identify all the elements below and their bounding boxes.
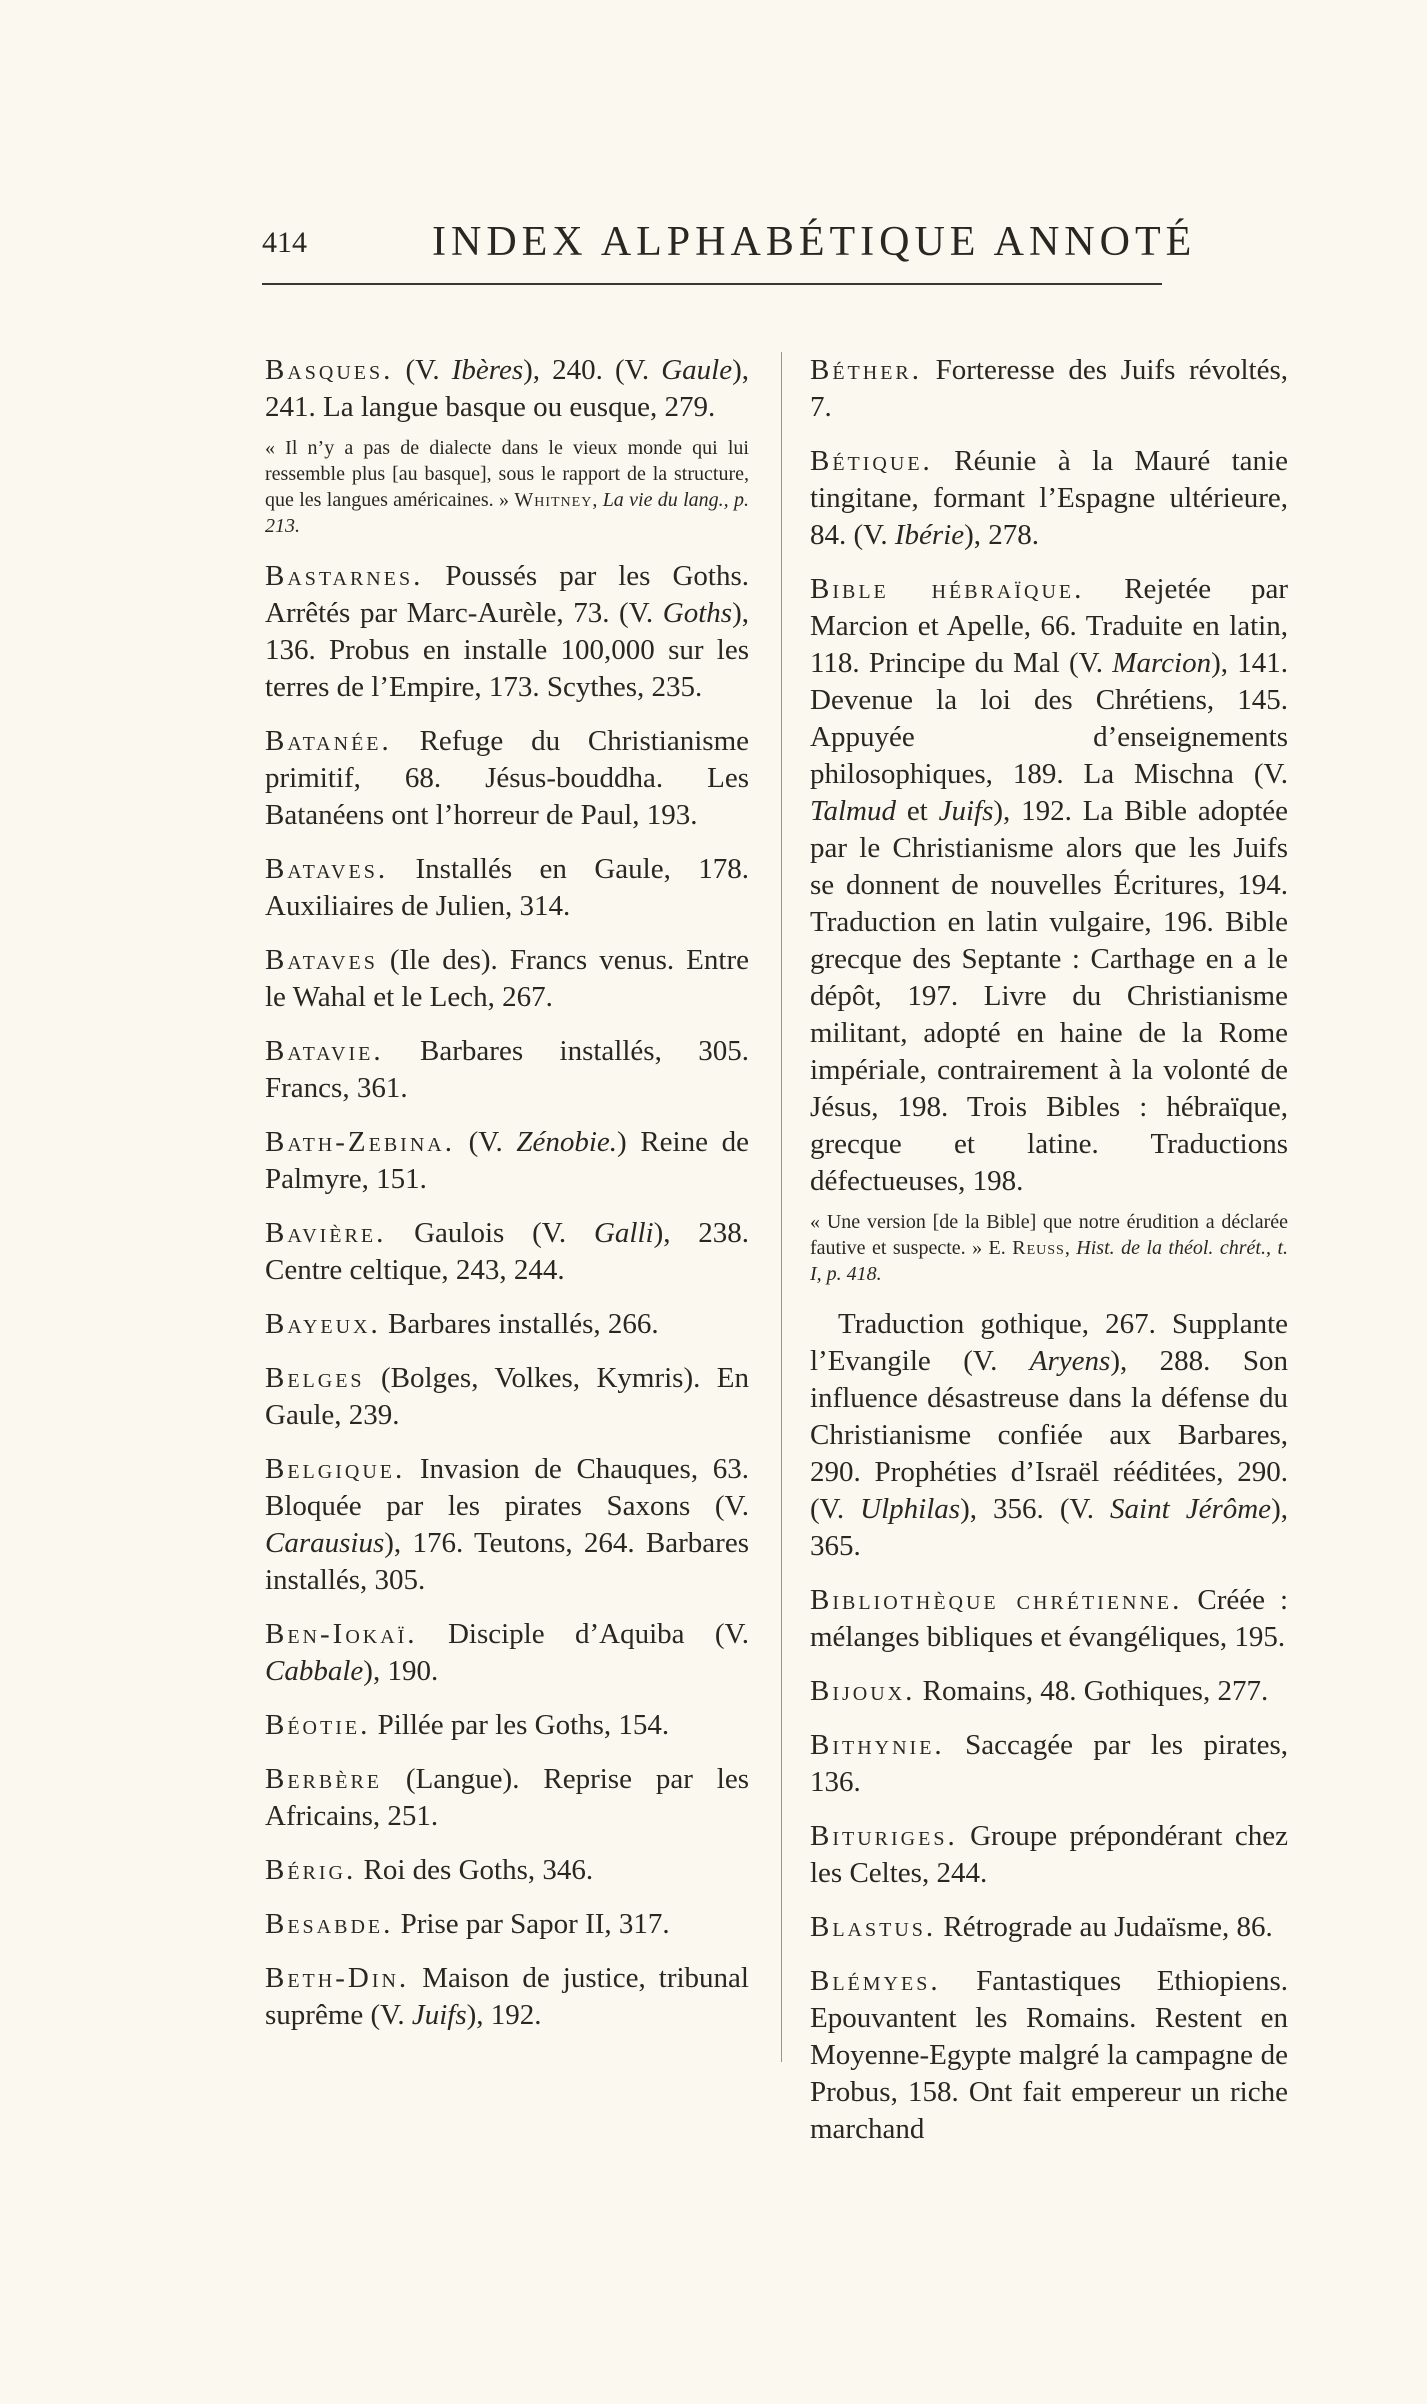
headword: Beth-Din. (265, 1962, 410, 1994)
entry-bible-continued (810, 1306, 1288, 1565)
cross-ref: Marcion (1112, 647, 1212, 679)
headword: Berbère (265, 1763, 383, 1795)
entry-text: Groupe prépondérant chez les Celtes, 244. (810, 1820, 1288, 1889)
entry-text: Réunie à la Mauré tanie tingitane, formant l’Espagne ultérieure, 84. (V. (810, 445, 1288, 551)
entry-text: Pillée par les Goths, 154. (370, 1709, 670, 1741)
entry-text: Saccagée par les pirates, 136. (810, 1729, 1288, 1798)
headword: Bayeux. (265, 1308, 381, 1340)
entry-text: Installés en Gaule, 178. Auxiliaires de Julien, 314. (265, 853, 749, 922)
entry-text: ), 136. Probus en installe 100,000 sur les terres de l’Empire, 173. Scythes, 235. (265, 597, 749, 703)
entry-bataves-ile (265, 942, 749, 1016)
entry-text: ), 192. La Bible adoptée par le Christianisme alors que les Juifs se donnent de nouvelles Écritures, 194. Traduction en latin vulgaire, 196. Bible grecque des Septante : Carthage en a le dépôt, 197. Livre du Christianisme militant, adopté en haine de la Rome impériale, contrairement à la volonté de Jésus, 198. Trois Bibles : hébraïque, grecque et latine. Traductions défectueuses, 198. (810, 795, 1288, 1197)
entry-text: Prise par Sapor II, 317. (393, 1908, 670, 1940)
cross-ref: Ibérie (894, 519, 965, 551)
entry-text: ), 365. (810, 1493, 1288, 1562)
entry-text: (Langue). Reprise par les Africains, 251. (265, 1763, 749, 1832)
entry-text: ), 288. Son influence désastreuse dans la défense du Christianisme confiée aux Barbares, 290. Prophéties d’Israël rééditées, 290. (V. (810, 1345, 1288, 1525)
column-divider (781, 352, 782, 2062)
entry-text: ), 278. (964, 519, 1040, 551)
headword: Bibliothèque chrétienne. (810, 1584, 1183, 1616)
entry-text: Rejetée par Marcion et Apelle, 66. Traduite en latin, 118. Principe du Mal (V. (810, 573, 1288, 679)
entry-bastarnes (265, 558, 749, 706)
quote-source: Hist. de la théol. chrét., t. I, p. 418. (810, 1237, 1288, 1285)
entry-text: ), 192. (466, 1999, 542, 2031)
headword: Blastus. (810, 1911, 937, 1943)
cross-ref: Cabbale (265, 1655, 364, 1687)
entry-baviere (265, 1215, 749, 1289)
page-title: INDEX ALPHABÉTIQUE ANNOTÉ (432, 219, 1197, 265)
headword: Béotie. (265, 1709, 371, 1741)
entry-text: Romains, 48. Gothiques, 277. (915, 1675, 1269, 1707)
entry-batanee (265, 723, 749, 834)
entry-text: ), 176. Teutons, 264. Barbares installés, 305. (265, 1527, 749, 1596)
entry-bijoux (810, 1673, 1288, 1710)
headword: Bétique. (810, 445, 933, 477)
cross-ref: Gaule (661, 354, 733, 386)
entry-belges (265, 1360, 749, 1434)
headword: Bastarnes. (265, 560, 424, 592)
quote-text: , (592, 489, 603, 511)
headword: Bath-Zebina. (265, 1126, 455, 1158)
quote-text: , (1064, 1237, 1077, 1259)
page-header (262, 218, 1197, 278)
entry-bituriges (810, 1818, 1288, 1892)
entry-blemyes (810, 1963, 1288, 2148)
headword: Batavie. (265, 1035, 384, 1067)
entry-text: Poussés par les Goths. Arrêtés par Marc-Aurèle, 73. (V. (265, 560, 749, 629)
headword: Bérig. (265, 1854, 357, 1886)
entry-bath-zebina (265, 1124, 749, 1198)
cross-ref: Talmud (810, 795, 896, 827)
headword: Belgique. (265, 1453, 406, 1485)
entry-bibliotheque (810, 1582, 1288, 1656)
entry-text: Rétrograde au Judaïsme, 86. (936, 1911, 1273, 1943)
cross-ref: Saint Jérôme (1110, 1493, 1272, 1525)
headword: Batanée. (265, 725, 392, 757)
entry-text: Créée : mélanges bibliques et évangéliques, 195. (810, 1584, 1289, 1653)
entry-text: ), 241. La langue basque ou eusque, 279. (265, 354, 749, 423)
entry-text: Traduction gothique, 267. Supplante l’Evangile (V. (810, 1308, 1288, 1377)
entry-beth-din (265, 1960, 749, 2034)
cross-ref: Carausius (265, 1527, 385, 1559)
entry-text: ), 238. Centre celtique, 243, 244. (265, 1217, 749, 1286)
entry-text: Fantastiques Ethiopiens. Epouvantent les Romains. Restent en Moyenne-Egypte malgré la campagne de Probus, 158. Ont fait empereur un riche marchand (810, 1965, 1288, 2145)
entry-bataves (265, 851, 749, 925)
headword: Belges (265, 1362, 365, 1394)
headword: Bataves. (265, 853, 389, 885)
entry-betique (810, 443, 1288, 554)
headword: Bituriges. (810, 1820, 958, 1852)
entry-text: (Ile des). Francs venus. Entre le Wahal et le Lech, 267. (265, 944, 749, 1013)
entry-ben-iokai (265, 1616, 749, 1690)
headword: Bataves (265, 944, 378, 976)
entry-besabde (265, 1906, 749, 1943)
entry-text: Maison de justice, tribunal suprême (V. (265, 1962, 749, 2031)
entry-text: ), 240. (V. (523, 354, 662, 386)
entry-text: Gaulois (V. (386, 1217, 594, 1249)
entry-bayeux (265, 1306, 749, 1343)
entry-bithynie (810, 1727, 1288, 1801)
headword: Bavière. (265, 1217, 387, 1249)
entry-text: Disciple d’Aquiba (V. (417, 1618, 749, 1650)
entry-text: Barbares installés, 305. Francs, 361. (265, 1035, 749, 1104)
entry-text: Roi des Goths, 346. (356, 1854, 594, 1886)
entry-bether (810, 352, 1288, 426)
entry-basques (265, 352, 749, 426)
cross-ref: Juifs (411, 1999, 467, 2031)
headword: Blémyes. (810, 1965, 941, 1997)
entry-text: ), 190. (363, 1655, 439, 1687)
entry-text: ), 141. Devenue la loi des Chrétiens, 145. Appuyée d’enseignements philosophiques, 189. La Mischna (V. (810, 647, 1288, 790)
entry-blastus (810, 1909, 1288, 1946)
cross-ref: Ulphilas (860, 1493, 961, 1525)
entry-beotie (265, 1707, 749, 1744)
quote-text: « Il n’y a pas de dialecte dans le vieux monde qui lui ressemble plus [au basque], sous le rapport de la structure, que les langues américaines. » (265, 437, 749, 511)
entry-text: Forteresse des Juifs révoltés, 7. (810, 354, 1288, 423)
entry-text: (V. (393, 354, 452, 386)
cross-ref: Aryens (1029, 1345, 1111, 1377)
entry-text: Invasion de Chauques, 63. Bloquée par les pirates Saxons (V. (265, 1453, 749, 1522)
entry-text: ) Reine de Palmyre, 151. (265, 1126, 749, 1195)
page-number: 414 (262, 226, 307, 259)
quote-author: Reuss (1012, 1237, 1065, 1259)
quote-source: La vie du lang., p. 213. (265, 489, 750, 537)
quote-bible (810, 1209, 1288, 1287)
header-rule (262, 283, 1162, 285)
quote-author: Whitney (514, 489, 593, 511)
headword: Béther. (810, 354, 923, 386)
headword: Bithynie. (810, 1729, 945, 1761)
headword: Ben-Iokaï. (265, 1618, 418, 1650)
entry-text: Barbares installés, 266. (380, 1308, 659, 1340)
entry-text: (V. (454, 1126, 517, 1158)
entry-berbere (265, 1761, 749, 1835)
right-column (810, 352, 1288, 2165)
headword: Bijoux. (810, 1675, 916, 1707)
entry-bible (810, 571, 1288, 1200)
entry-belgique (265, 1451, 749, 1599)
entry-text: (Bolges, Volkes, Kymris). En Gaule, 239. (265, 1362, 749, 1431)
cross-ref: Ibères (451, 354, 524, 386)
cross-ref: Juifs (938, 795, 994, 827)
headword: Bible hébraïque. (810, 573, 1085, 605)
entry-berig (265, 1852, 749, 1889)
cross-ref: Galli (593, 1217, 654, 1249)
entry-text: et (895, 795, 939, 827)
entry-text: Refuge du Christianisme primitif, 68. Jésus-bouddha. Les Batanéens ont l’horreur de Paul, 193. (265, 725, 749, 831)
quote-text: « Une version [de la Bible] que notre érudition a déclarée fautive et suspecte. » E. (810, 1211, 1288, 1259)
entry-batavie (265, 1033, 749, 1107)
cross-ref: Zénobie. (516, 1126, 618, 1158)
entry-text: ), 356. (V. (960, 1493, 1111, 1525)
left-column (265, 352, 749, 2051)
quote-basques (265, 435, 749, 539)
cross-ref: Goths (662, 597, 733, 629)
headword: Besabde. (265, 1908, 394, 1940)
headword: Basques. (265, 354, 394, 386)
